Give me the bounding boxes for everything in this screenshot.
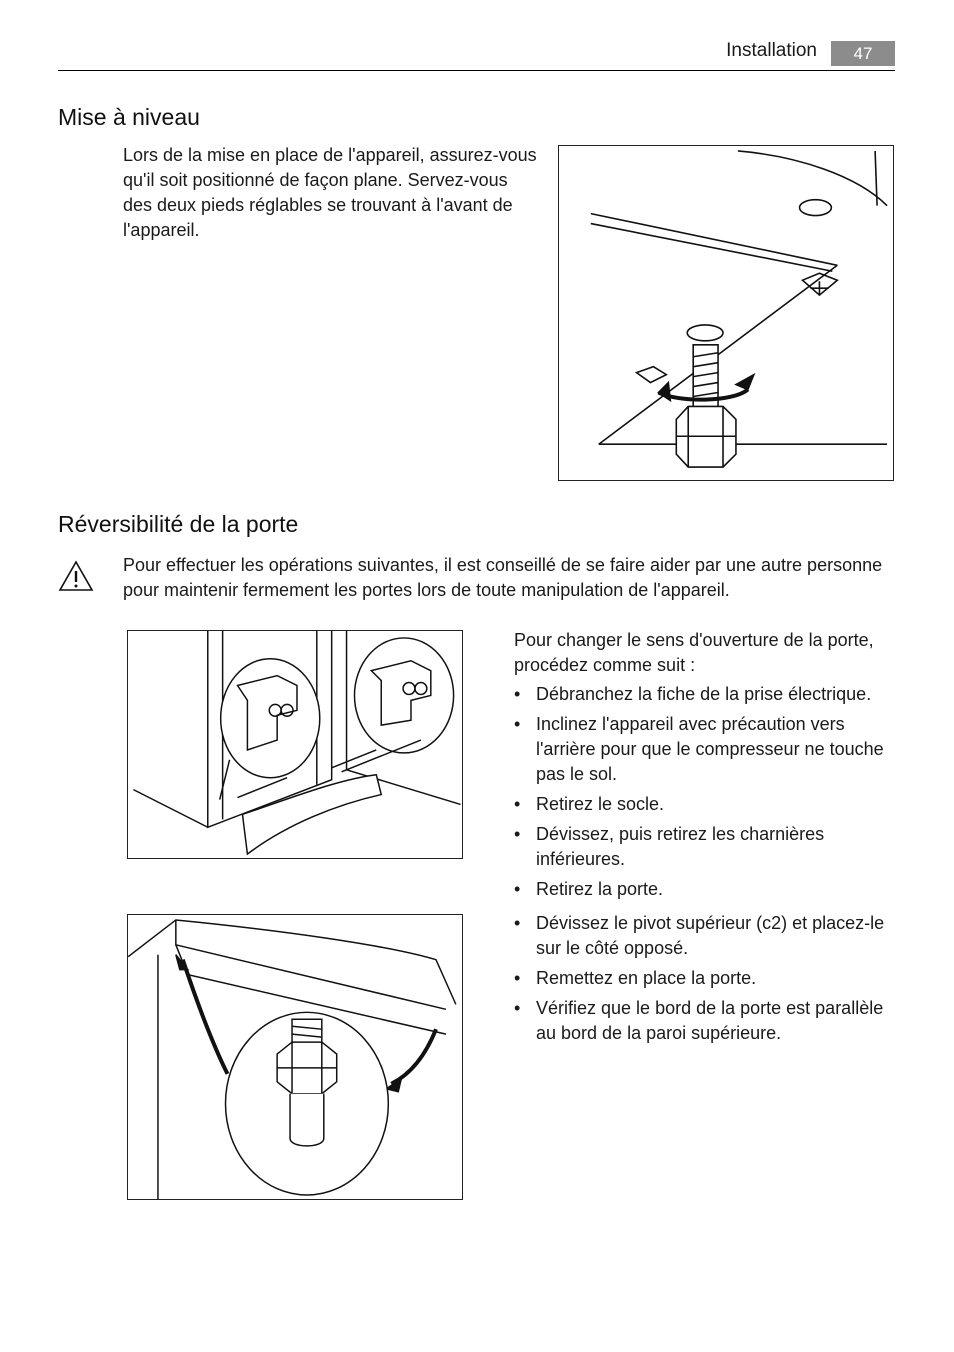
header-rule xyxy=(58,70,895,71)
list-item: • Débranchez la fiche de la prise électrique. xyxy=(514,682,894,707)
list-item: • Inclinez l'appareil avec précaution vers l'arrière pour que le compresseur ne touche pas le sol. xyxy=(514,712,894,787)
list-item: • Dévissez, puis retirez les charnières inférieures. xyxy=(514,822,894,872)
warning-triangle-icon xyxy=(58,560,94,592)
list-item: • Remettez en place la porte. xyxy=(514,966,894,991)
leveling-paragraph: Lors de la mise en place de l'appareil, assurez-vous qu'il soit positionné de façon plane. Servez-vous des deux pieds réglables se trouvant à l'avant de l'appareil. xyxy=(123,145,537,240)
list-item: • Dévissez le pivot supérieur (c2) et placez-le sur le côté opposé. xyxy=(514,911,894,961)
reversibility-heading: Réversibilité de la porte xyxy=(58,511,299,537)
warning-paragraph: Pour effectuer les opérations suivantes, il est conseillé de se faire aider par une autre personne pour maintenir fermement les portes lors de toute manipulation de l'appareil. xyxy=(123,555,883,600)
page-number: 47 xyxy=(831,41,895,66)
reversibility-steps-list xyxy=(514,682,894,1051)
list-item: • Retirez le socle. xyxy=(514,792,894,817)
leveling-foot-illustration xyxy=(558,145,894,481)
list-item: • Vérifiez que le bord de la porte est parallèle au bord de la paroi supérieure. xyxy=(514,996,894,1046)
running-header-section: Installation xyxy=(726,40,817,61)
reversibility-intro: Pour changer le sens d'ouverture de la porte, procédez comme suit : xyxy=(514,630,874,675)
leveling-heading: Mise à niveau xyxy=(58,104,200,130)
top-pivot-illustration xyxy=(127,914,463,1200)
list-item: • Retirez la porte. xyxy=(514,877,894,902)
hinge-removal-illustration xyxy=(127,630,463,859)
